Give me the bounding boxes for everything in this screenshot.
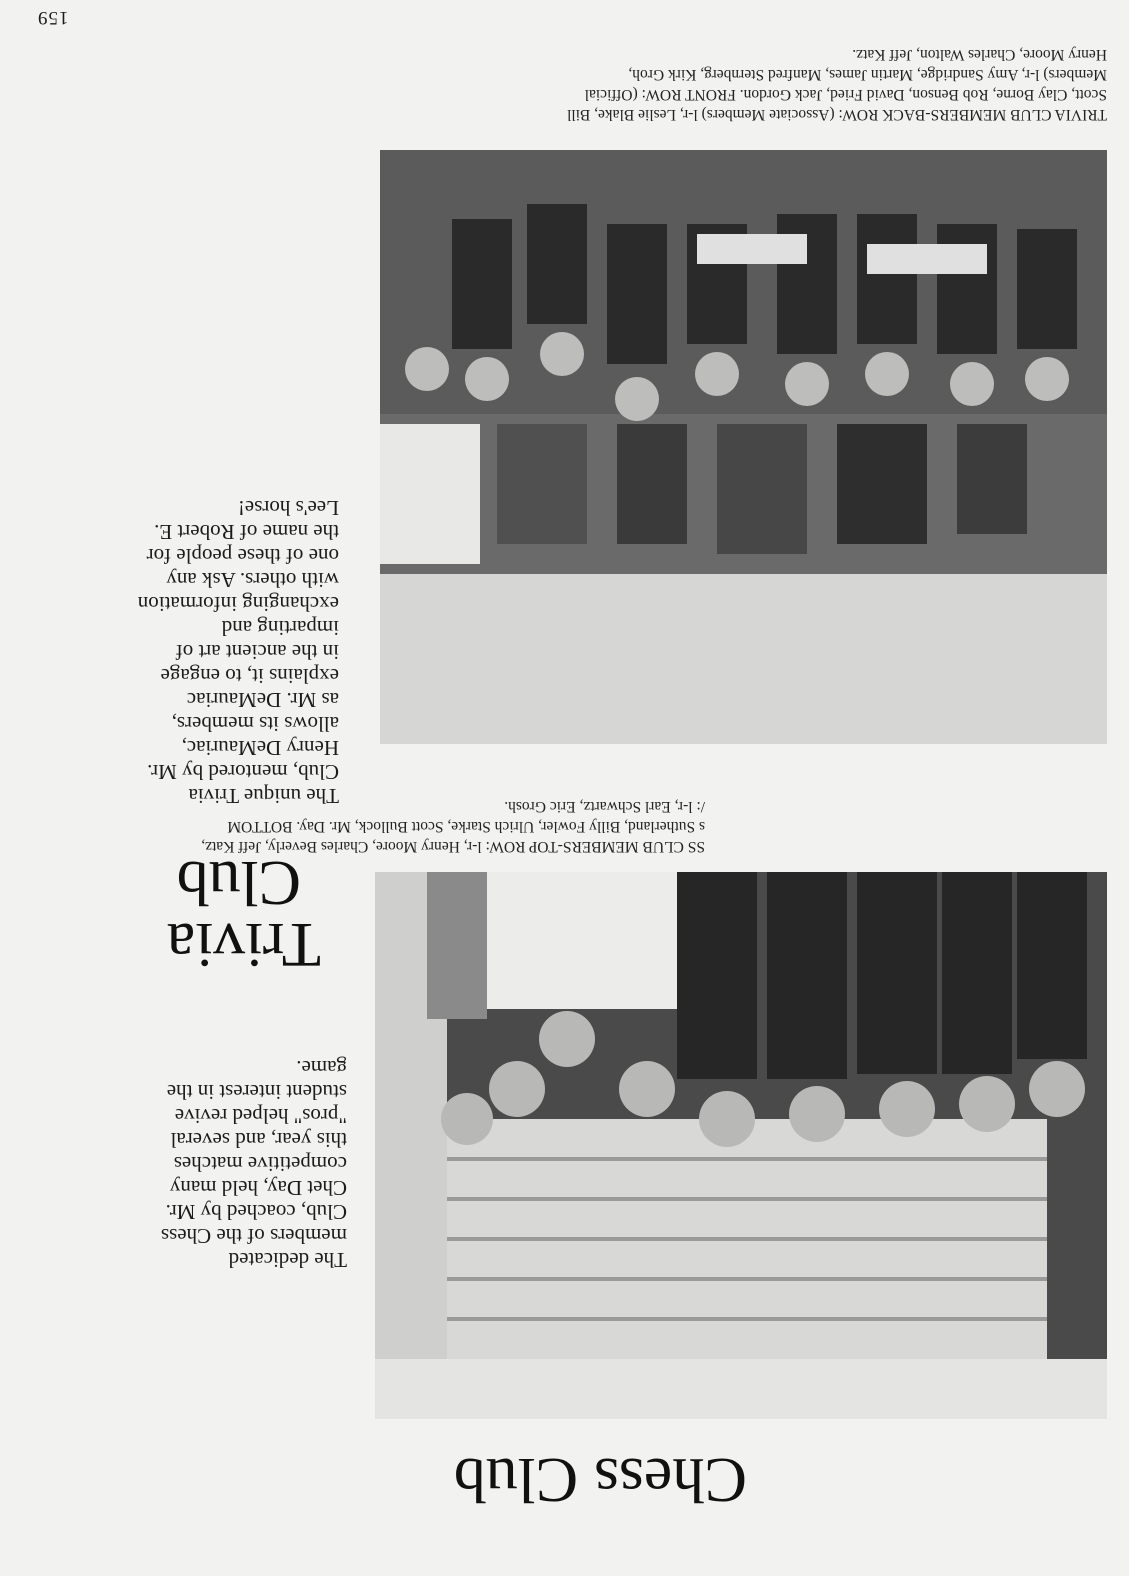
trivia-club-title [21,848,321,981]
trivia-club-blurb: The unique Trivia Club, mentored by Mr. Henry DeMauriac, allows its members, as Mr. DeMauriac explains it, to engage in the ancient art of imparting and exchanging information with others. Ask any one of these people for the name of Robert E. Lee's horse! [137,496,339,808]
trivia-caption [387,44,1107,124]
chess-club-title: Chess Club [453,1445,747,1516]
trivia-title-line: Trivia [166,910,321,981]
trivia-caption-line: TRIVIA CLUB MEMBERS-BACK ROW: (Associate Members) l-r, Leslie Blake, Bill [567,106,1107,123]
chess-caption-line: SS CLUB MEMBERS-TOP ROW: l-r, Henry Moore, Charles Beverly, Jeff Katz, [201,838,705,855]
chess-photo-art [375,872,1107,1419]
chess-club-blurb: The dedicated members of the Chess Club, coached by Mr. Chet Day, held many competitive matches this year, and several "pros" helped revive student interest in the game. [160,1056,347,1272]
trivia-club-photo [380,150,1107,744]
trivia-caption-line: Scott, Clay Borne, Rob Benson, David Fried, Jack Gordon. FRONT ROW: (Official [584,86,1107,103]
chess-club-photo [375,872,1107,1419]
trivia-photo-art [380,150,1107,744]
trivia-title-line: Club [176,848,301,919]
page-number: 159 [37,7,69,28]
chess-caption-line: s Sutherland, Billy Fowler, Ulrich Starke, Scott Bullock, Mr. Day. BOTTOM [227,818,705,835]
chess-caption-line: /: l-r, Earl Schwartz, Eric Grosh. [504,798,705,815]
trivia-caption-line: Henry Moore, Charles Walton, Jeff Katz. [852,46,1107,63]
chess-caption [0,796,705,856]
trivia-caption-line: Members) l-r, Amy Sandridge, Martin James, Manfred Sternberg, Kirk Groh, [628,66,1107,83]
